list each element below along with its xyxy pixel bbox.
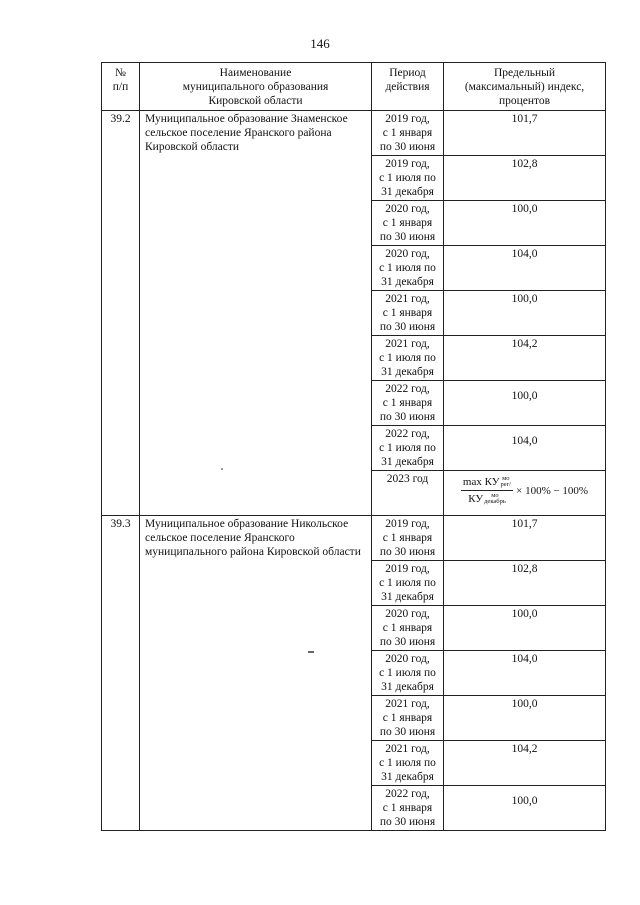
formula-tail: × 100% − 100% [516,484,589,497]
period-cell: 2021 год, с 1 июля по 31 декабря [372,741,444,786]
index-value: 104,2 [511,743,538,755]
period-cell: 2019 год, с 1 января по 30 июня [372,516,444,561]
period-cell: 2022 год, с 1 января по 30 июня [372,381,444,426]
period-cell: 2020 год, с 1 января по 30 июня [372,201,444,246]
index-cell [444,246,606,291]
numerator-text: max КУ [462,476,500,488]
page-number: 146 [310,36,330,51]
index-value: 104,0 [511,653,538,665]
municipality-name: Муниципальное образование Никольское сельское поселение Яранского муниципального района Кировской области [140,516,372,831]
index-cell [444,111,606,156]
index-cell [444,156,606,201]
index-value: 100,0 [511,293,538,305]
header-municipality-name: Наименование муниципального образования Кировской области [140,63,372,111]
index-cell [444,201,606,246]
index-cell [444,381,606,426]
table-header-row [102,63,606,111]
index-value: 102,8 [511,563,538,575]
header-period: Период действия [372,63,444,111]
scan-speck [308,651,314,653]
index-cell [444,471,606,516]
index-value: 104,0 [511,435,538,447]
period-cell: 2019 год, с 1 июля по 31 декабря [372,156,444,201]
index-value: 101,7 [511,518,538,530]
index-cell [444,426,606,471]
period-cell: 2020 год, с 1 января по 30 июня [372,606,444,651]
formula-denominator [466,491,508,506]
index-value: 102,8 [511,158,538,170]
denominator-text: КУ [468,493,484,505]
denominator-sup: мо [491,492,499,500]
numerator-sub: рег/ [500,481,512,489]
formula-numerator [461,475,513,491]
index-value: 104,2 [511,338,538,350]
index-cell [444,696,606,741]
table-body [102,111,606,831]
period-cell: 2023 год [372,471,444,516]
index-value: 104,0 [511,248,538,260]
header-max-index: Предельный (максимальный) индекс, процентов [444,63,606,111]
table-row [102,111,606,156]
index-cell [444,516,606,561]
period-cell: 2020 год, с 1 июля по 31 декабря [372,651,444,696]
index-cell [444,336,606,381]
index-cell [444,651,606,696]
index-cell [444,291,606,336]
header-number: № п/п [102,63,140,111]
row-number: 39.2 [102,111,140,516]
municipality-name: Муниципальное образование Знаменское сельское поселение Яранского района Кировской области [140,111,372,516]
period-cell: 2021 год, с 1 января по 30 июня [372,291,444,336]
index-value: 100,0 [511,390,538,402]
index-value: 100,0 [511,203,538,215]
denominator-indices [484,493,506,505]
row-number: 39.3 [102,516,140,831]
numerator-indices [501,476,512,488]
period-cell: 2022 год, с 1 января по 30 июня [372,786,444,831]
period-cell: 2019 год, с 1 января по 30 июня [372,111,444,156]
period-cell: 2021 год, с 1 июля по 31 декабря [372,336,444,381]
period-cell: 2021 год, с 1 января по 30 июня [372,696,444,741]
index-value: 100,0 [511,608,538,620]
period-cell: 2020 год, с 1 июля по 31 декабря [372,246,444,291]
index-table [101,62,606,831]
denominator-sub: декабрь [484,498,506,506]
index-value: 101,7 [511,113,538,125]
index-cell [444,561,606,606]
period-cell: 2022 год, с 1 июля по 31 декабря [372,426,444,471]
numerator-sup: мо [502,475,510,483]
index-cell [444,606,606,651]
index-formula [444,472,605,506]
index-value: 100,0 [511,795,538,807]
index-cell [444,741,606,786]
index-value: 100,0 [511,698,538,710]
scan-speck [221,468,223,470]
index-cell [444,786,606,831]
period-cell: 2019 год, с 1 июля по 31 декабря [372,561,444,606]
table-row [102,516,606,561]
formula-fraction [461,475,513,506]
